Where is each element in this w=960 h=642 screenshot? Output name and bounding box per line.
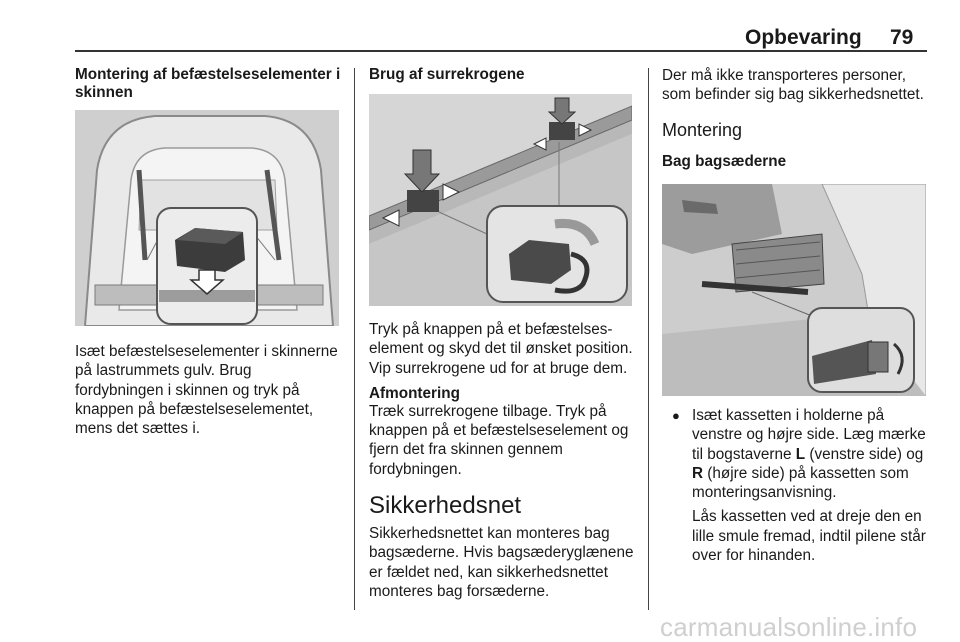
watermark: carmanualsonline.info [660,612,918,642]
page-section-title: Opbevaring [745,26,862,49]
column-1 [75,66,343,101]
bullet-text: Isæt kassetten i holderne på venstre og højre side. Læg mærke til bogstaverne L (venstre side) og R (højre side) på kassetten som monteringsanvisning. Lås kassetten ved at dreje den en lille smule fremad, indtil pilene står over for hinanden. [692,406,930,565]
paragraph-mounting: Isæt befæstelseselementer i skinnerne på lastrummets gulv. Brug fordybningen i skinnen og tryk på knappen på befæstelseselementet, mens det sættes i. [75,343,338,438]
paragraph-no-persons: Der må ikke transporteres personer, som befinder sig bag sikkerhedsnettet. [662,67,924,104]
column-2-text [369,320,635,601]
paragraph-safety-net: Sikkerhedsnettet kan monteres bag bagsæderne. Hvis bagsæderyglænene er fældet ned, kan sikkerhedsnettet monteres bag forsæderne. [369,525,634,600]
section-heading-safety-net: Sikkerhedsnet [369,492,522,520]
header-rule [75,50,927,52]
column-1-text [75,342,343,438]
paragraph-removal: Træk surrekrogene tilbage. Tryk på knappen på et befæstelseselement og fjern det fra skinnen gennem fordybningen. [369,402,629,478]
column-3 [662,66,930,170]
figure-safety-net-cassette [662,184,926,396]
column-3-bullets [662,406,930,565]
column-2 [369,66,635,84]
bullet-dot: ● [672,408,680,423]
subheading-behind-rear-seats: Bag bagsæderne [662,152,787,170]
column-divider-1 [354,68,355,610]
bullet-continuation: Lås kassetten ved at dreje den en lille smule fremad, indtil pilene står over for hinanden. [692,508,926,565]
page-number: 79 [890,26,914,49]
subheading-removal: Afmontering [369,384,460,402]
subheading-mounting: Montering af befæstelseselementer i skinnen [75,66,341,101]
subheading-lashing-hooks: Brug af surrekrogene [369,66,525,83]
figure-lashing-hooks [369,94,632,306]
column-divider-2 [648,68,649,610]
figure-rail-mounting [75,110,339,326]
section-heading-mounting: Montering [662,119,743,140]
bullet-item [662,406,930,565]
paragraph-lashing-hooks: Tryk på knappen på et befæstelseselement og skyd det til ønsket position. Vip surrekrogene ud for at bruge dem. [369,321,633,377]
